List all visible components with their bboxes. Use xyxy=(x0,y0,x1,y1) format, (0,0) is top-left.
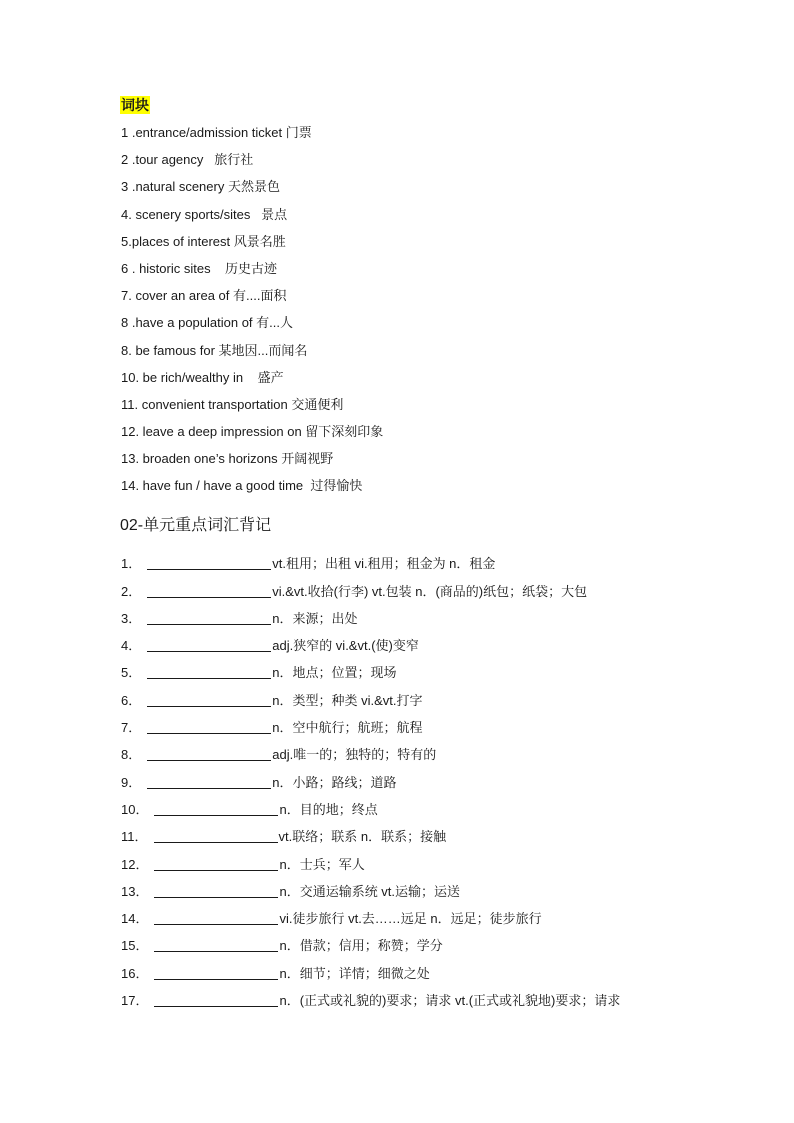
answer-blank[interactable] xyxy=(147,638,271,652)
vocab-item xyxy=(121,983,620,1010)
vocab-number: 12． xyxy=(121,856,149,872)
vocab-number: 5． xyxy=(121,665,142,681)
vocab-item xyxy=(121,601,620,628)
vocab-definition: vi.&vt.收拾(行李) vt.包装 n．(商品的)纸包；纸袋；大包 xyxy=(272,583,588,599)
section-heading-chunks: 词块 xyxy=(121,97,149,113)
phrase-item: 8 .have a population of 有...人 xyxy=(121,315,293,331)
vocab-definition: vt.租用；出租 vi.租用；租金为 n．租金 xyxy=(272,556,496,572)
vocab-item xyxy=(121,573,620,600)
answer-blank[interactable] xyxy=(147,747,271,761)
vocab-item xyxy=(121,955,620,982)
answer-blank[interactable] xyxy=(154,993,278,1007)
phrase-item: 10. be rich/wealthy in 盛产 xyxy=(121,369,284,385)
vocab-item xyxy=(121,874,620,901)
vocab-item xyxy=(121,710,620,737)
answer-blank[interactable] xyxy=(147,720,271,734)
phrase-item: 11. convenient transportation 交通便利 xyxy=(121,396,344,412)
vocab-number: 7． xyxy=(121,720,142,736)
vocab-item xyxy=(121,819,620,846)
phrase-item: 6 . historic sites 历史古迹 xyxy=(121,260,278,276)
vocab-definition: n．目的地；终点 xyxy=(279,801,378,817)
vocab-item xyxy=(121,846,620,873)
vocab-definition: n．交通运输系统 vt.运输；运送 xyxy=(279,883,461,899)
vocab-definition: n．地点；位置；现场 xyxy=(272,665,397,681)
phrase-item: 2 .tour agency 旅行社 xyxy=(121,152,254,168)
vocab-item xyxy=(121,737,620,764)
vocab-number: 17． xyxy=(121,993,149,1009)
vocab-item xyxy=(121,901,620,928)
answer-blank[interactable] xyxy=(147,665,271,679)
vocab-number: 16． xyxy=(121,965,149,981)
phrase-item: 8. be famous for 某地因...而闻名 xyxy=(121,342,308,358)
vocab-item xyxy=(121,928,620,955)
vocab-item xyxy=(121,682,620,709)
vocab-definition: vt.联络；联系 n．联系；接触 xyxy=(278,829,447,845)
phrase-item: 1 .entrance/admission ticket 门票 xyxy=(121,125,312,140)
phrase-list xyxy=(121,124,383,505)
vocab-definition: n．来源；出处 xyxy=(272,610,358,626)
phrase-item: 4. scenery sports/sites 景点 xyxy=(121,206,288,222)
vocab-number: 4． xyxy=(121,638,142,654)
vocab-number: 9． xyxy=(121,774,142,790)
vocab-number: 8． xyxy=(121,747,142,763)
answer-blank[interactable] xyxy=(154,802,278,816)
vocab-definition: n．类型；种类 vi.&vt.打字 xyxy=(272,692,423,708)
phrase-item: 14. have fun / have a good time 过得愉快 xyxy=(121,478,363,494)
vocab-number: 3． xyxy=(121,610,142,626)
vocab-number: 14． xyxy=(121,911,149,927)
answer-blank[interactable] xyxy=(154,857,278,871)
answer-blank[interactable] xyxy=(154,911,278,925)
vocab-definition: vi.徒步旅行 vt.去……远足 n．远足；徒步旅行 xyxy=(279,911,542,927)
vocab-item xyxy=(121,764,620,791)
answer-blank[interactable] xyxy=(147,611,271,625)
vocab-definition: n．借款；信用；称赞；学分 xyxy=(279,938,443,954)
vocab-item xyxy=(121,546,620,573)
vocab-number: 13． xyxy=(121,883,149,899)
vocab-item xyxy=(121,792,620,819)
answer-blank[interactable] xyxy=(147,556,271,570)
vocab-definition: adj.狭窄的 vi.&vt.(使)变窄 xyxy=(272,638,419,654)
phrase-item: 7. cover an area of 有....面积 xyxy=(121,288,287,304)
phrase-item: 3 .natural scenery 天然景色 xyxy=(121,179,280,195)
vocab-definition: n．士兵；军人 xyxy=(279,856,365,872)
answer-blank[interactable] xyxy=(147,775,271,789)
vocab-number: 1． xyxy=(121,556,142,572)
vocab-number: 2． xyxy=(121,583,142,599)
vocab-definition: n．空中航行；航班；航程 xyxy=(272,720,423,736)
vocab-number: 11． xyxy=(121,829,148,845)
answer-blank[interactable] xyxy=(147,584,271,598)
vocab-number: 15． xyxy=(121,938,149,954)
phrase-item: 12. leave a deep impression on 留下深刻印象 xyxy=(121,424,384,440)
vocab-definition: n．(正式或礼貌的)要求；请求 vt.(正式或礼貌地)要求；请求 xyxy=(279,993,621,1009)
answer-blank[interactable] xyxy=(147,693,271,707)
vocab-list xyxy=(121,546,620,1010)
answer-blank[interactable] xyxy=(154,829,278,843)
vocab-definition: n．小路；路线；道路 xyxy=(272,774,397,790)
vocab-item xyxy=(121,628,620,655)
phrase-item: 5.places of interest 风景名胜 xyxy=(121,233,286,249)
vocab-item xyxy=(121,655,620,682)
answer-blank[interactable] xyxy=(154,966,278,980)
answer-blank[interactable] xyxy=(154,938,278,952)
vocab-number: 6． xyxy=(121,692,142,708)
answer-blank[interactable] xyxy=(154,884,278,898)
vocab-number: 10． xyxy=(121,801,149,817)
vocab-definition: adj.唯一的；独特的；特有的 xyxy=(272,747,437,763)
section-title-vocabulary: 02-单元重点词汇背记 xyxy=(120,517,272,534)
phrase-item: 13. broaden one’s horizons 开阔视野 xyxy=(121,451,334,467)
vocab-definition: n．细节；详情；细微之处 xyxy=(279,965,430,981)
